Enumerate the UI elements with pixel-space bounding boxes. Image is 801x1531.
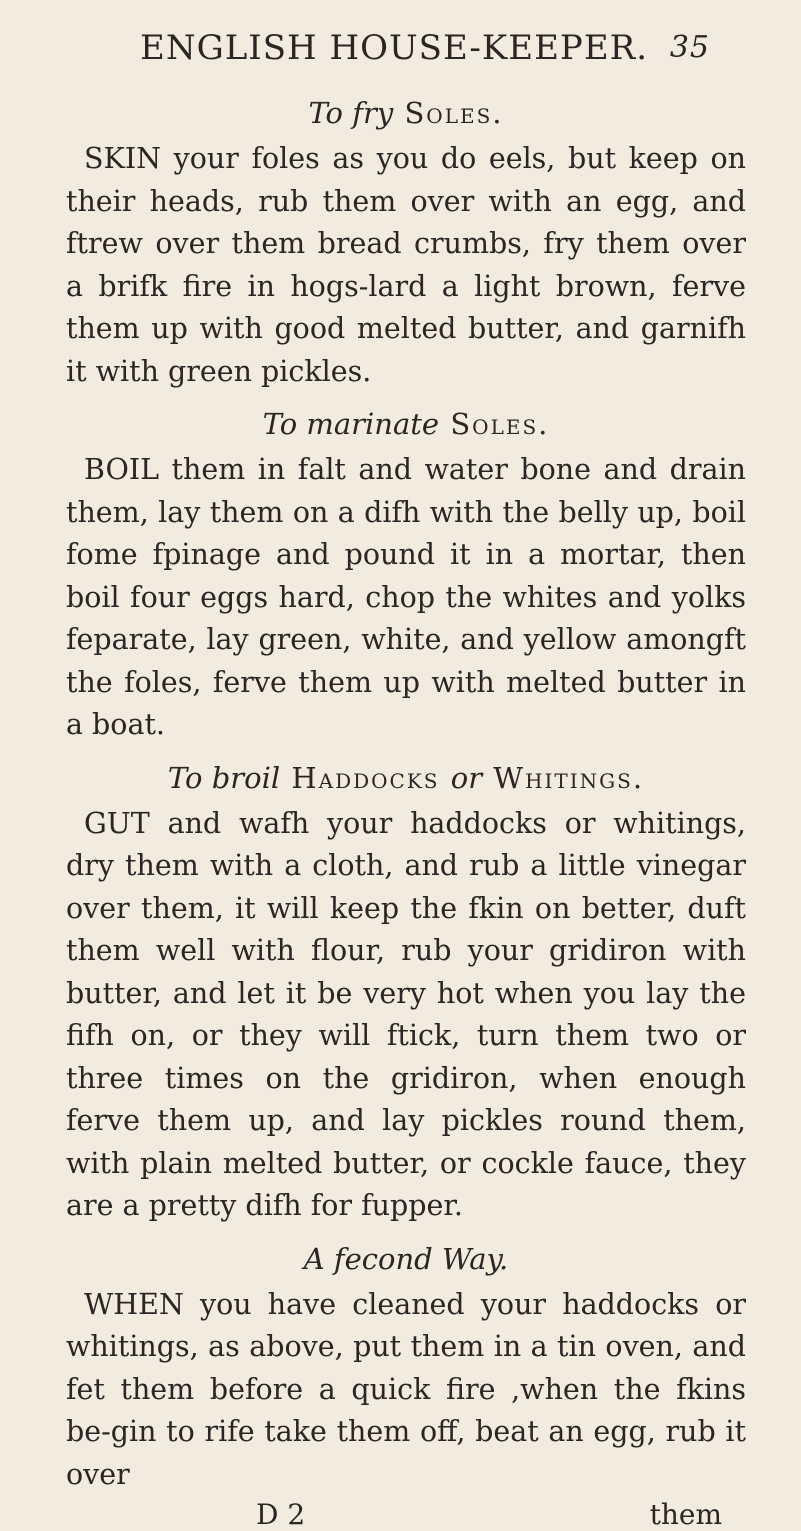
heading-italic: A fecond Way. (303, 1241, 509, 1276)
recipe-text: WHEN you have cleaned your haddocks or whitings, as above, put them in a tin oven, and fet them before a quick fire ,when the fkins be-gin to rife take them off, beat an egg, rub it over (66, 1287, 746, 1491)
heading-italic: or (450, 760, 483, 795)
page-number: 35 (669, 30, 710, 65)
heading-title: Soles. (450, 407, 550, 441)
heading-italic: To broil (167, 760, 281, 795)
recipe-text: GUT and wafh your haddocks or whitings, dry them with a cloth, and rub a little vinegar over them, it will keep the fkin on better, duft them well with flour, rub your gridiron with butter, and let it be very hot when you lay the fifh on, or they will ftick, turn them two or three times on the gridiron, when enough ferve them up, and lay pickles round them, with plain melted butter, or cockle fauce, they are a pretty difh for fupper. (66, 806, 746, 1222)
signature-mark: D 2 (256, 1498, 306, 1531)
recipe-heading (66, 92, 746, 134)
heading-italic: To fry (308, 96, 394, 130)
recipe-heading (66, 403, 746, 445)
catchword: them (649, 1498, 722, 1531)
running-header (140, 28, 710, 68)
page-body (66, 92, 746, 1531)
recipe-text: SKIN your foles as you do eels, but keep on their heads, rub them over with an egg, and ftrew over them bread crumbs, fry them over a brifk fire in hogs-lard a light brown, ferve them up with good melted butter, and garnifh it with green pickles. (66, 142, 746, 388)
recipe-heading (66, 1238, 746, 1280)
heading-title: Soles. (404, 96, 504, 130)
heading-italic: To marinate (262, 407, 440, 441)
recipe-text: BOIL them in falt and water bone and drain them, lay them on a difh with the belly up, boil fome fpinage and pound it in a mortar, then boil four eggs hard, chop the whites and yolks feparate, lay green, white, and yellow amongft the foles, ferve them up with melted butter in a boat. (66, 453, 746, 741)
header-title: ENGLISH HOUSE-KEEPER. (140, 28, 649, 68)
recipe-heading (66, 757, 746, 799)
page-footer (66, 1498, 746, 1531)
heading-title: Whitings. (493, 760, 645, 795)
heading-title: Haddocks (291, 760, 440, 795)
